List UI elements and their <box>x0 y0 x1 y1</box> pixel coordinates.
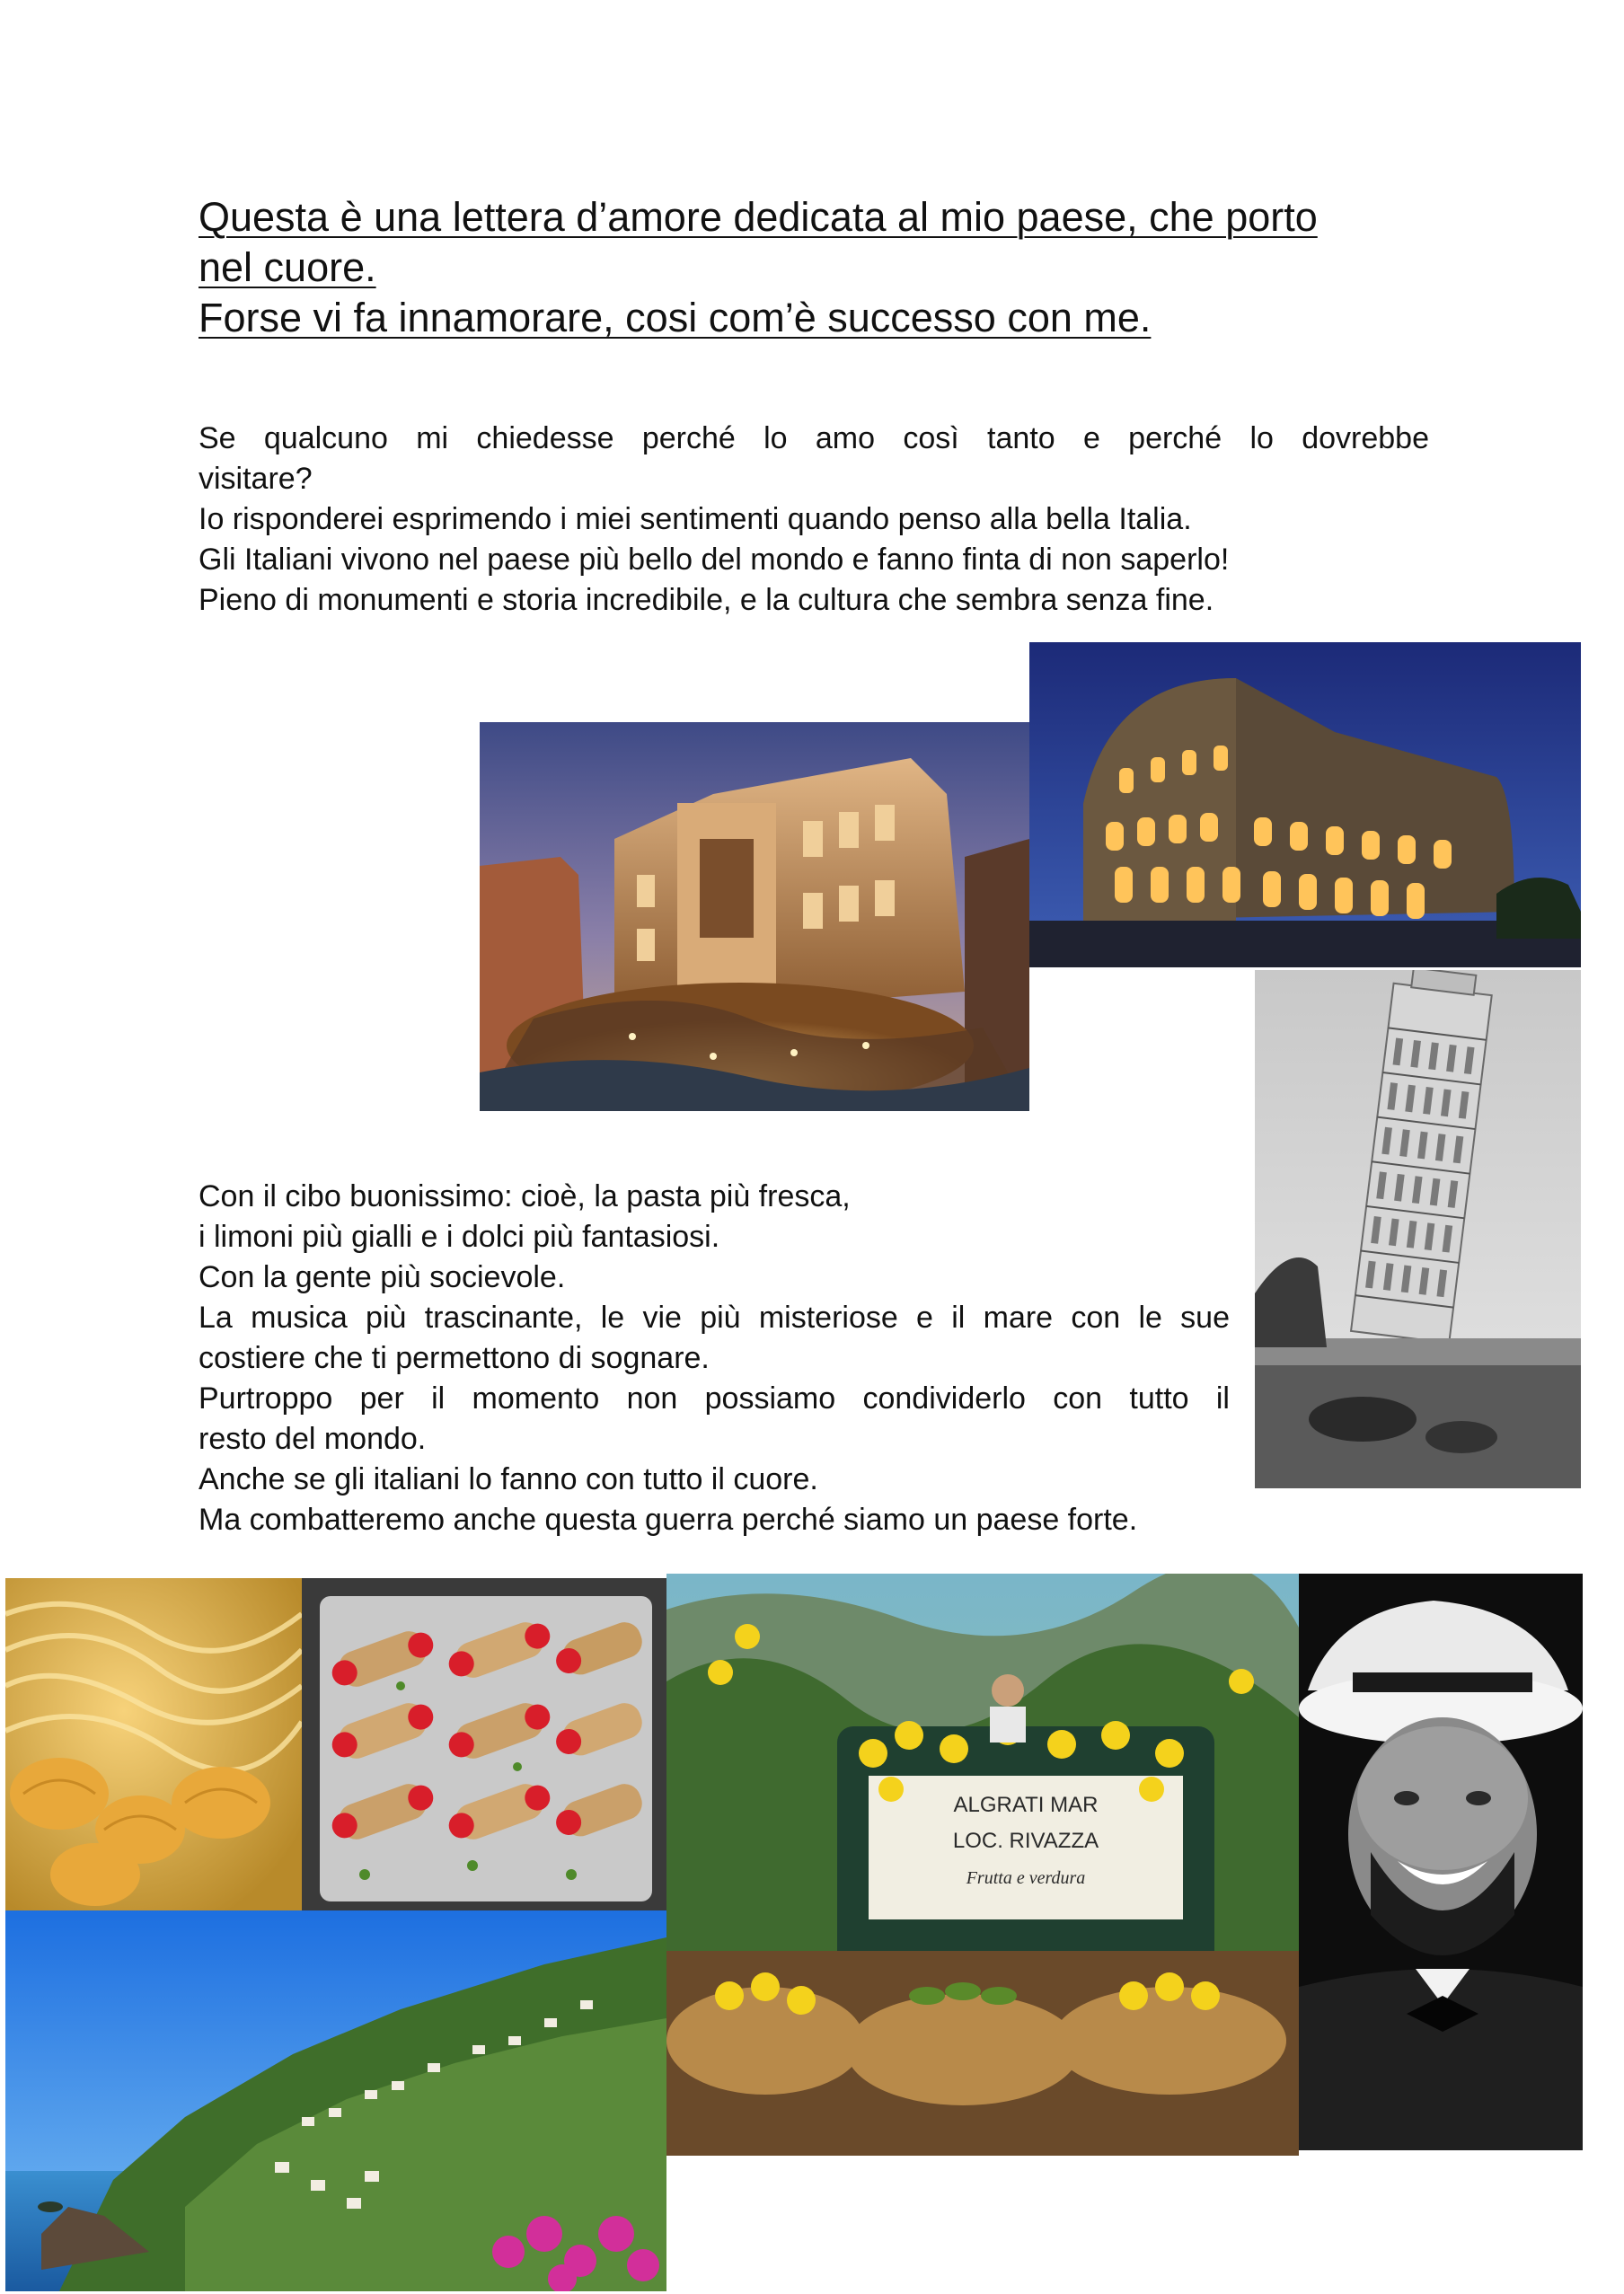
amalfi-coast-photo <box>5 1910 666 2291</box>
heading-line-3: Forse vi fa innamorare, cosi com’è successo con me. <box>199 295 1152 340</box>
cannoli-photo <box>302 1578 666 1910</box>
lemon-sign-line-1: ALGRATI MAR <box>953 1793 1099 1817</box>
fresh-pasta-photo <box>5 1578 302 1910</box>
food-line-3: Con la gente più socievole. <box>199 1260 566 1294</box>
trevi-fountain-photo <box>480 722 1029 1111</box>
singer-with-hat-photo <box>1299 1574 1583 2150</box>
food-line-7: resto del mondo. <box>199 1422 427 1456</box>
letter-heading <box>199 192 1456 343</box>
food-line-2: i limoni più gialli e i dolci più fantasiosi. <box>199 1220 720 1254</box>
lemon-market-photo <box>666 1574 1299 2156</box>
food-line-8: Anche se gli italiani lo fanno con tutto il cuore. <box>199 1462 818 1496</box>
food-line-5: costiere che ti permettono di sognare. <box>199 1341 710 1375</box>
intro-line-3: Io risponderei esprimendo i miei sentimenti quando penso alla bella Italia. <box>199 502 1192 536</box>
intro-paragraph <box>199 419 1429 621</box>
food-line-6: Purtroppo per il momento non possiamo condividerlo con tutto il <box>199 1381 1230 1416</box>
leaning-tower-of-pisa-photo <box>1255 970 1581 1488</box>
intro-line-2: visitare? <box>199 462 313 496</box>
intro-line-5: Pieno di monumenti e storia incredibile, e la cultura che sembra senza fine. <box>199 583 1214 617</box>
lemon-sign-line-3: Frutta e verdura <box>966 1868 1086 1888</box>
food-line-9: Ma combatteremo anche questa guerra perché siamo un paese forte. <box>199 1503 1138 1537</box>
food-paragraph <box>199 1177 1230 1540</box>
lemon-sign-line-2: LOC. RIVAZZA <box>952 1829 1099 1853</box>
colosseum-photo <box>1029 642 1581 967</box>
food-line-4: La musica più trascinante, le vie più misteriose e il mare con le sue <box>199 1301 1230 1335</box>
intro-line-4: Gli Italiani vivono nel paese più bello del mondo e fanno finta di non saperlo! <box>199 543 1230 577</box>
food-line-1: Con il cibo buonissimo: cioè, la pasta più fresca, <box>199 1179 851 1213</box>
heading-line-1: Questa è una lettera d’amore dedicata al mio paese, che porto <box>199 194 1318 240</box>
intro-line-1: Se qualcuno mi chiedesse perché lo amo così tanto e perché lo dovrebbe <box>199 421 1429 455</box>
heading-line-2: nel cuore. <box>199 244 376 290</box>
